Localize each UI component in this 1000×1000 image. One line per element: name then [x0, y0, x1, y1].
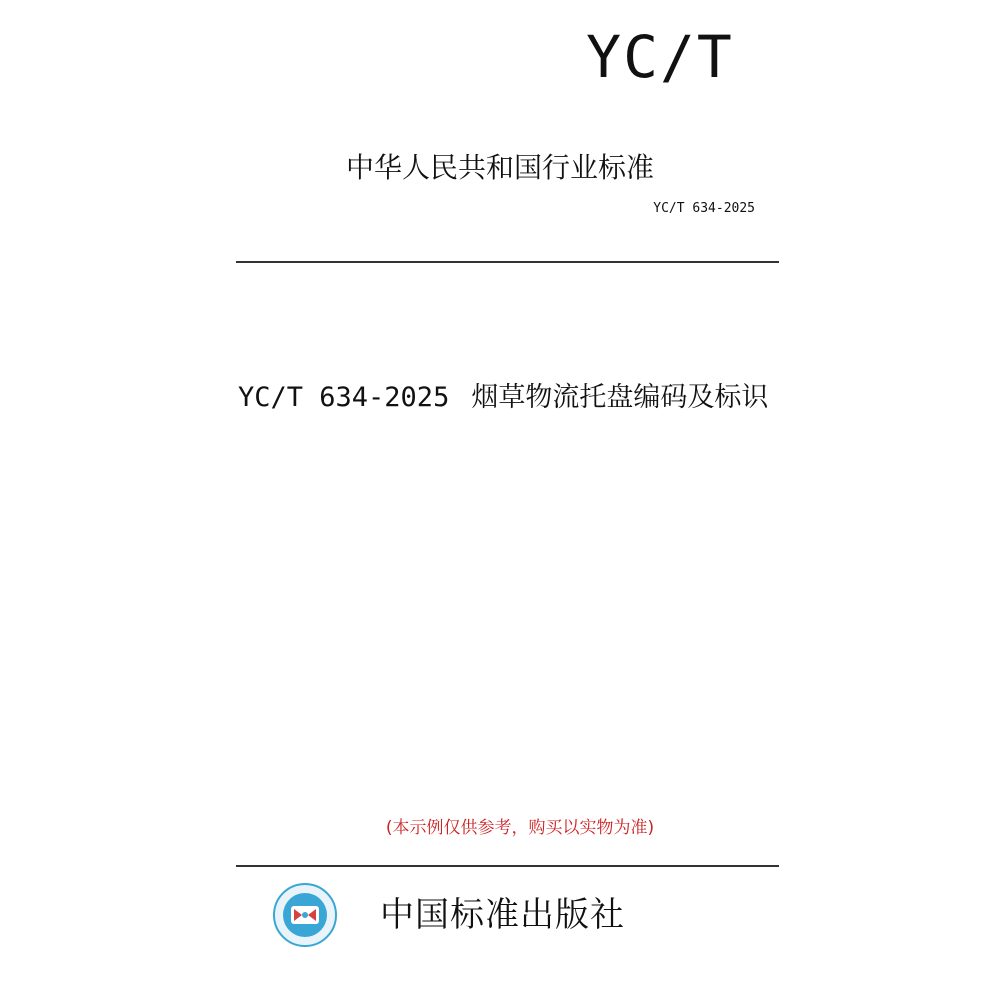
standard-type-heading: 中华人民共和国行业标准	[345, 151, 654, 184]
document-title	[238, 380, 778, 416]
title-code: YC/T 634-2025	[238, 382, 450, 413]
standard-code: YC/T 634-2025	[653, 201, 755, 216]
publisher-name: 中国标准出版社	[380, 895, 625, 935]
bottom-divider	[236, 865, 779, 867]
sample-note: (本示例仅供参考，购买以实物为准)	[385, 818, 655, 838]
title-name: 烟草物流托盘编码及标识	[471, 382, 769, 413]
publisher-logo-icon	[272, 882, 338, 948]
top-divider	[236, 261, 779, 263]
standard-mark: YC/T	[586, 23, 734, 91]
